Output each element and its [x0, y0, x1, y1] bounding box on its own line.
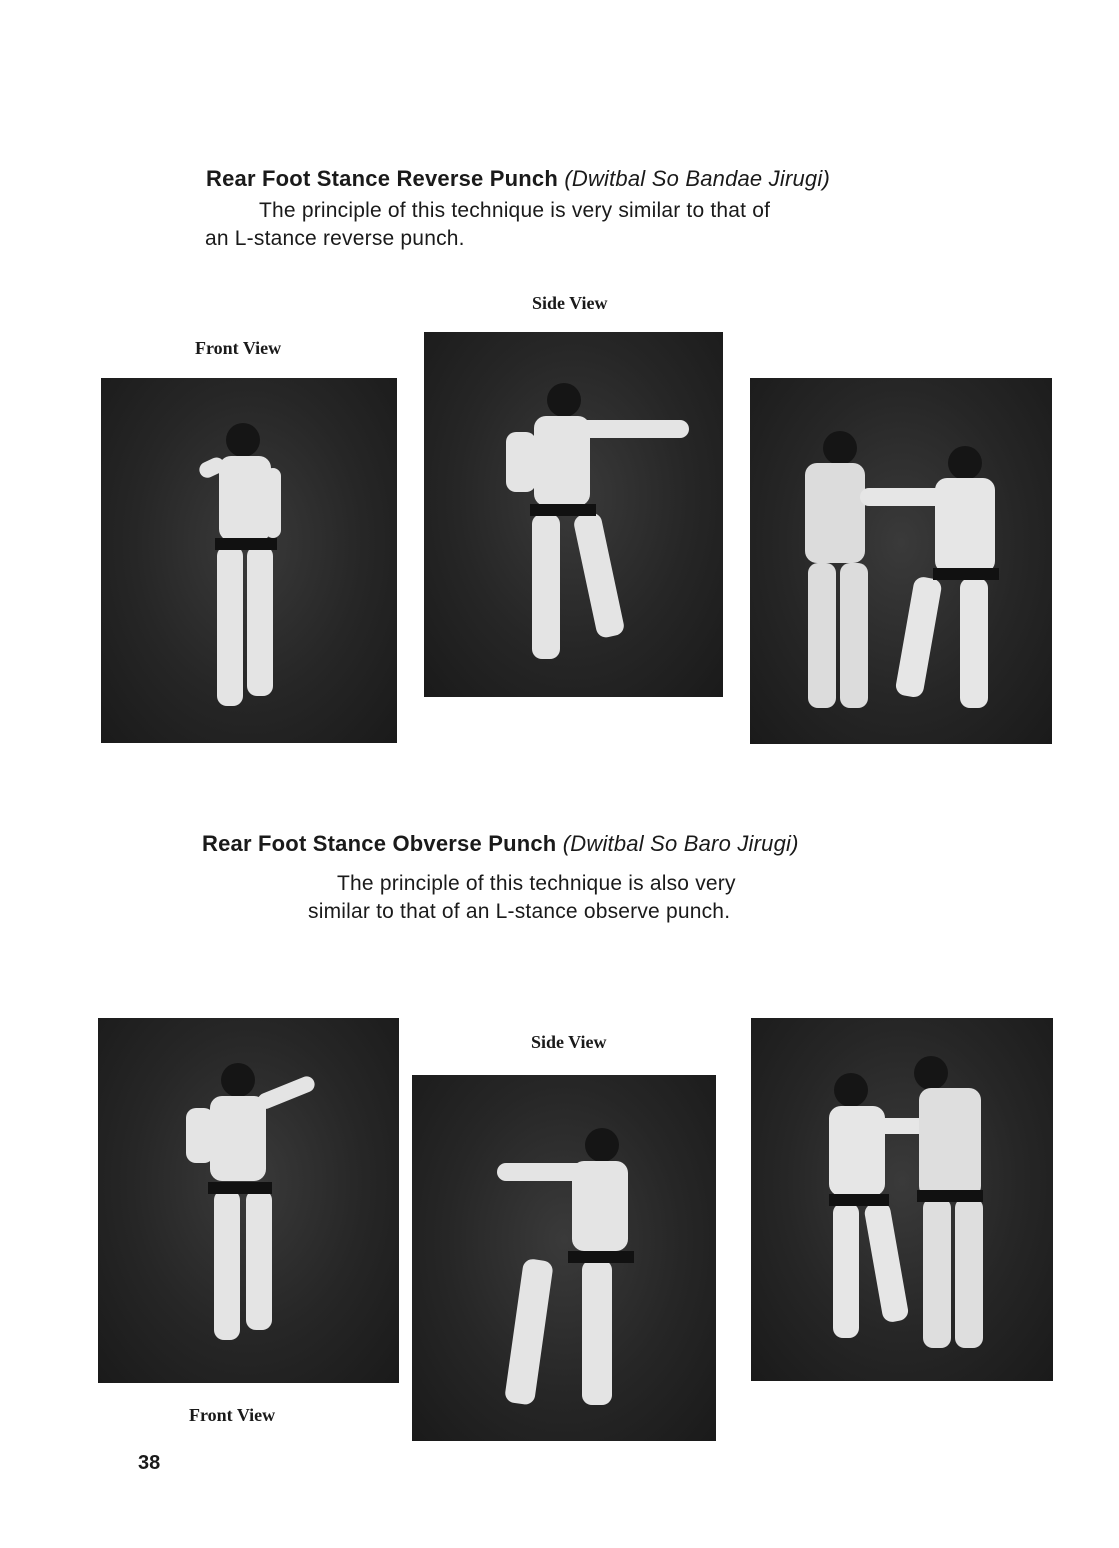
photo-front-view-obverse-punch: [98, 1018, 399, 1383]
section2-body-line-1: The principle of this technique is also very: [337, 872, 736, 895]
section1-native-name: (Dwitbal So Bandae Jirugi): [564, 166, 830, 191]
photo-side-view-reverse-punch: [424, 332, 723, 697]
section1-front-view-caption: Front View: [195, 338, 282, 358]
section1-body-line-1: The principle of this technique is very similar to that of: [259, 199, 771, 222]
photo-side-view-obverse-punch: [412, 1075, 716, 1441]
photo-front-view-reverse-punch: [101, 378, 397, 743]
section2-side-view-caption: Side View: [531, 1032, 607, 1052]
section2-title-text: Rear Foot Stance Obverse Punch: [202, 831, 557, 856]
section2-front-view-caption: Front View: [189, 1405, 276, 1425]
section1-title-text: Rear Foot Stance Reverse Punch: [206, 166, 559, 191]
photo-obverse-punch-application: [751, 1018, 1053, 1381]
section1-side-view-caption: Side View: [532, 293, 608, 313]
page-number: 38: [138, 1452, 161, 1474]
section2-native-name: (Dwitbal So Baro Jirugi): [562, 831, 799, 856]
section1-title: [206, 166, 830, 192]
photo-reverse-punch-application: [750, 378, 1052, 744]
section2-body-line-2: similar to that of an L-stance observe punch.: [308, 900, 731, 923]
section1-body-line-2: an L-stance reverse punch.: [205, 227, 465, 250]
section2-title: [202, 831, 799, 857]
